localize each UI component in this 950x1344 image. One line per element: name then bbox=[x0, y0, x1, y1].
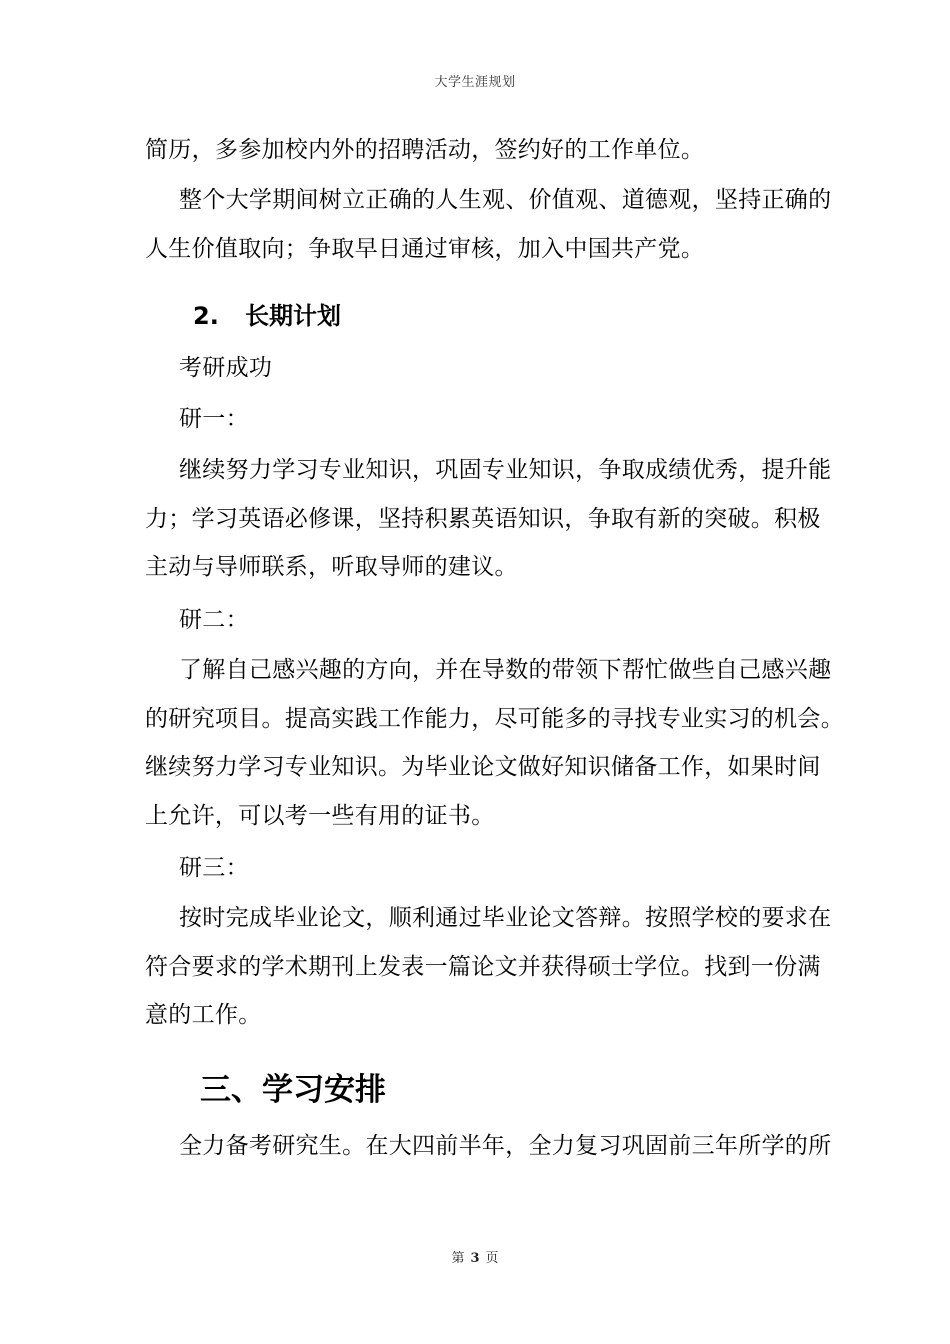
label-year-three bbox=[145, 844, 807, 893]
page-header: 大学生涯规划 bbox=[434, 75, 516, 90]
heading-title: 长期计划 bbox=[245, 302, 341, 330]
paragraph-year-three bbox=[145, 894, 832, 1040]
paragraph-goal bbox=[145, 344, 807, 393]
text-line: 了解自己感兴趣的方向，并在导数的带领下帮忙做些自己感兴趣 bbox=[179, 657, 832, 683]
text-line: 人生价值取向；争取早日通过审核，加入中国共产党。 bbox=[145, 235, 705, 262]
heading-long-term-plan bbox=[193, 296, 341, 331]
heading-number: 2. bbox=[193, 302, 219, 330]
text-line: 意的工作。 bbox=[145, 1002, 262, 1029]
footer-prefix: 第 bbox=[451, 1251, 465, 1266]
text-line: 研一： bbox=[179, 406, 249, 432]
paragraph-year-one bbox=[145, 446, 832, 592]
text-line: 研三： bbox=[179, 855, 249, 881]
text-line: 简历，多参加校内外的招聘活动，签约好的工作单位。 bbox=[145, 137, 705, 163]
text-line: 符合要求的学术期刊上发表一篇论文并获得硕士学位。找到一份满 bbox=[145, 953, 821, 980]
heading-study-arrangement: 三、学习安排 bbox=[200, 1072, 386, 1108]
text-line: 上允许，可以考一些有用的证书。 bbox=[145, 802, 495, 829]
label-year-two bbox=[145, 596, 807, 645]
paragraph-study-plan bbox=[145, 1122, 832, 1171]
paragraph-year-two bbox=[145, 646, 844, 840]
text-line: 继续努力学习专业知识。为毕业论文做好知识储备工作，如果时间 bbox=[145, 754, 821, 781]
text-line: 研二： bbox=[179, 607, 249, 633]
text-line: 力；学习英语必修课，坚持积累英语知识，争取有新的突破。积极 bbox=[145, 505, 821, 532]
page-footer bbox=[0, 1247, 950, 1266]
text-line: 整个大学期间树立正确的人生观、价值观、道德观，坚持正确的 bbox=[179, 187, 832, 213]
label-year-one bbox=[145, 395, 807, 444]
paragraph-continuation bbox=[145, 126, 807, 175]
text-line: 主动与导师联系，听取导师的建议。 bbox=[145, 554, 518, 581]
footer-suffix: 页 bbox=[485, 1251, 499, 1266]
text-line: 考研成功 bbox=[179, 355, 273, 381]
text-line: 全力备考研究生。在大四前半年，全力复习巩固前三年所学的所 bbox=[179, 1133, 832, 1159]
paragraph-values bbox=[145, 176, 832, 273]
text-line: 按时完成毕业论文，顺利通过毕业论文答辩。按照学校的要求在 bbox=[179, 905, 832, 931]
text-line: 的研究项目。提高实践工作能力，尽可能多的寻找专业实习的机会。 bbox=[145, 705, 844, 732]
header-divider bbox=[145, 96, 805, 97]
text-line: 继续努力学习专业知识，巩固专业知识，争取成绩优秀，提升能 bbox=[179, 457, 832, 483]
page-number: 3 bbox=[470, 1251, 480, 1266]
